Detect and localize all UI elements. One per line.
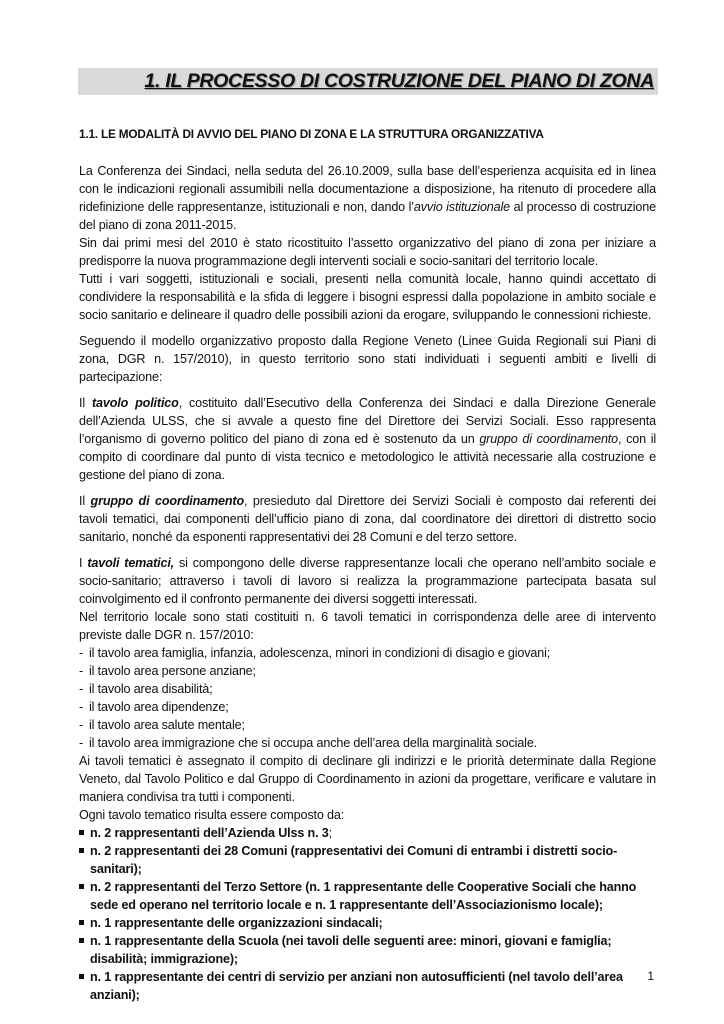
- page-number: 1: [647, 969, 654, 983]
- text-run: si compongono delle diverse rappresentanze locali che operano nell’ambito sociale e socio-sanitario; attraverso i tavoli di lavoro si realizza la programmazione partecipata basata sul coinvolgimento ed il confronto permanente dei diversi soggetti interessati.: [79, 556, 657, 606]
- text-run: , costituito dall’Esecutivo della Conferenza dei Sindaci e dalla Direzione Generale dell’Azienda ULSS, che si avvale a questo fine del Direttore dei Servizi Sociali. Esso rappresenta l’organismo di governo politico del piano di zona ed è sostenuto da un: [79, 396, 657, 446]
- list-item: n. 1 rappresentante delle organizzazioni sindacali;: [79, 914, 656, 932]
- composizione-list: [79, 824, 656, 1004]
- list-item-punctuation: ;: [328, 826, 333, 840]
- emphasis-text: gruppo di coordinamento: [90, 494, 245, 508]
- paragraph-tavoli-costituiti: Nel territorio locale sono stati costituiti n. 6 tavoli tematici in corrispondenza delle aree di intervento previste dalle DGR n. 157/2010:: [79, 610, 656, 642]
- section-title: [79, 127, 659, 141]
- text-run: I: [79, 556, 88, 570]
- list-item: n. 2 rappresentanti del Terzo Settore (n. 1 rappresentante delle Cooperative Sociali che hanno sede ed operano nel territorio locale e n. 1 rappresentante dell’Associazionismo locale);: [79, 878, 656, 914]
- text-run: , presieduto dal Direttore dei Servizi Sociali è composto dai referenti dei tavoli tematici, dai componenti dell’ufficio piano di zona, dal coordinatore dei direttori di distretto socio sanitario, nonché da esponenti rappresentativi dei 28 Comuni e del terzo settore.: [79, 494, 656, 544]
- chapter-heading-bar: [78, 68, 658, 95]
- body-text: [79, 162, 656, 1004]
- chapter-title: 1. IL PROCESSO DI COSTRUZIONE DEL PIANO DI ZONA: [144, 70, 654, 92]
- list-item: n. 1 rappresentante della Scuola (nei tavoli delle seguenti aree: minori, giovani e famiglia; disabilità; immigrazione);: [79, 932, 656, 968]
- emphasis-text: gruppo di coordinamento: [479, 432, 619, 446]
- list-item: - il tavolo area salute mentale;: [79, 716, 656, 734]
- emphasis-text: tavolo politico: [91, 396, 179, 410]
- paragraph-composizione-intro: Ogni tavolo tematico risulta essere composto da:: [79, 808, 345, 822]
- text-run: Il: [79, 494, 91, 508]
- paragraph-tavolo-politico: [79, 394, 656, 484]
- paragraph-conferenza: [79, 162, 656, 234]
- tavoli-list: [79, 644, 656, 752]
- emphasis-text: tavoli tematici,: [87, 556, 175, 570]
- section-number: 1.1.: [79, 127, 98, 141]
- list-item: - il tavolo area dipendenze;: [79, 698, 656, 716]
- paragraph-soggetti: Tutti i vari soggetti, istituzionali e sociali, presenti nella comunità locale, hanno quindi accettato di condividere la responsabilità e la sfida di leggere i bisogni espressi dalla popolazione in ambito sociale e socio sanitario e delineare il quadro delle possibili azioni da erogare, sviluppando le connessioni richieste.: [79, 272, 656, 322]
- list-item: - il tavolo area persone anziane;: [79, 662, 656, 680]
- paragraph-modello: Seguendo il modello organizzativo proposto dalla Regione Veneto (Linee Guida Regionali sui Piani di zona, DGR n. 157/2010), in questo territorio sono stati individuati i seguenti ambiti e livelli di partecipazione:: [79, 334, 656, 384]
- section-title-text: LE MODALITÀ DI AVVIO DEL PIANO DI ZONA E LA STRUTTURA ORGANIZZATIVA: [97, 127, 544, 141]
- paragraph-tavoli-tematici: [79, 554, 656, 608]
- paragraph-compito-tavoli: Ai tavoli tematici è assegnato il compito di declinare gli indirizzi e le priorità determinate dalla Regione Veneto, dal Tavolo Politico e dal Gruppo di Coordinamento in azioni da progettare, verificare e valutare in maniera condivisa tra tutti i componenti.: [79, 754, 656, 804]
- emphasis-text: avvio istituzionale: [413, 200, 511, 214]
- list-item: - il tavolo area famiglia, infanzia, adolescenza, minori in condizioni di disagio e giovani;: [79, 644, 656, 662]
- list-item: - il tavolo area immigrazione che si occupa anche dell’area della marginalità sociale.: [79, 734, 656, 752]
- list-item: [79, 824, 656, 842]
- paragraph-assetto: Sin dai primi mesi del 2010 è stato ricostituito l’assetto organizzativo del piano di zona per iniziare a predisporre la nuova programmazione degli interventi sociali e socio-sanitari del territorio locale.: [79, 236, 656, 268]
- paragraph-gruppo-coordinamento: [79, 492, 656, 546]
- list-item: n. 1 rappresentante dei centri di servizio per anziani non autosufficienti (nel tavolo dell’area anziani);: [79, 968, 656, 1004]
- list-item: n. 2 rappresentanti dei 28 Comuni (rappresentativi dei Comuni di entrambi i distretti socio-sanitari);: [79, 842, 656, 878]
- text-run: Il: [79, 396, 92, 410]
- text-run: , con il compito di coordinare dal punto di vista tecnico e metodologico le attività necessarie alla costruzione e gestione del piano di zona.: [79, 432, 657, 482]
- list-item-text: n. 2 rappresentanti dell’Azienda Ulss n. 3: [90, 826, 329, 840]
- list-item: - il tavolo area disabilità;: [79, 680, 656, 698]
- text-run: La Conferenza dei Sindaci, nella seduta del 26.10.2009, sulla base dell’esperienza acquisita ed in linea con le indicazioni regionali assumibili nella documentazione a disposizione, ha ritenuto di procedere alla ridefinizione delle rappresentanze, istituzionali e non, dando l’: [79, 164, 656, 214]
- text-run: al processo di costruzione del piano di zona 2011-2015.: [79, 200, 656, 232]
